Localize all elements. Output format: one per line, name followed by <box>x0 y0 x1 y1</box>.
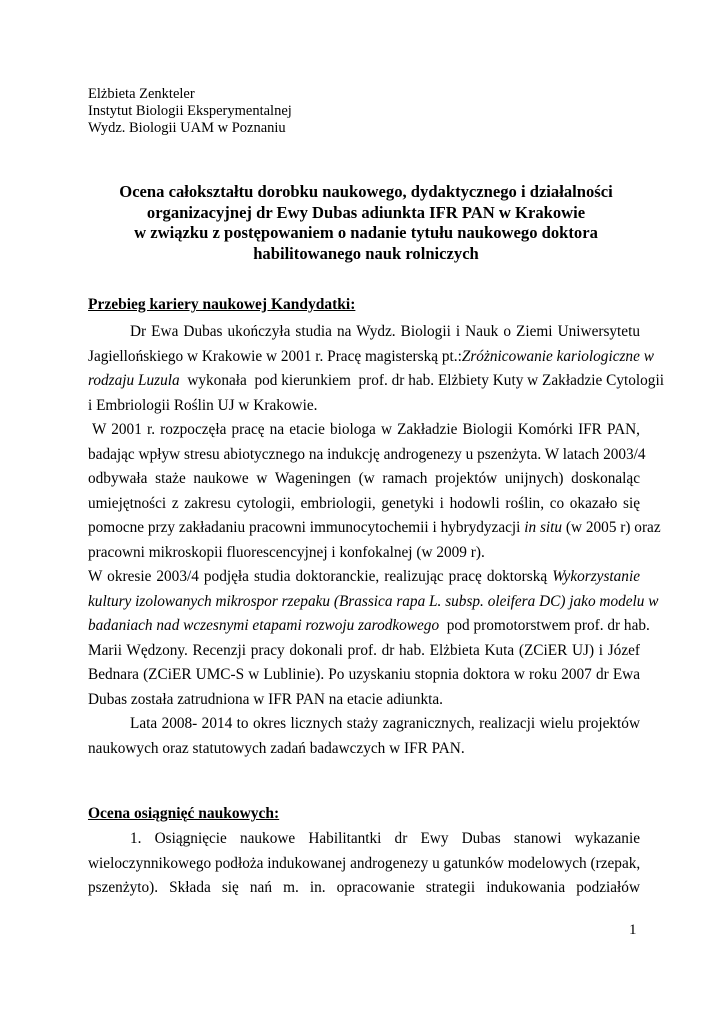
text-line: Dr Ewa Dubas ukończyła studia na Wydz. Biologii i Nauk o Ziemi Uniwersytetu <box>130 323 640 340</box>
text-line: pracowni mikroskopii fluorescencyjnej i konfokalnej (w 2009 r). <box>88 543 485 561</box>
title-line: w związku z postępowaniem o nadanie tytułu naukowego doktora <box>134 223 598 242</box>
text-span: pod promotorstwem prof. dr hab. <box>439 617 650 634</box>
title-line: Ocena całokształtu dorobku naukowego, dydaktycznego i działalności <box>119 182 613 201</box>
text-line <box>88 516 661 541</box>
text-line: umiejętności z zakresu cytologii, embriologii, genetyki i hodowli roślin, co okazało się <box>88 494 640 512</box>
in-situ-italic: in situ <box>524 519 563 536</box>
dissertation-title-italic: Wykorzystanie <box>552 568 640 585</box>
text-line <box>88 345 654 370</box>
text-line <box>88 369 664 394</box>
title-line: organizacyjnej dr Ewy Dubas adiunkta IFR PAN w Krakowie <box>146 202 586 222</box>
text-line: 1. Osiągnięcie naukowe Habilitantki dr Ewy Dubas stanowi wykazanie <box>130 830 640 847</box>
text-span: W okresie 2003/4 podjęła studia doktoranckie, realizując pracę doktorską <box>88 568 553 585</box>
text-line: wieloczynnikowego podłoża indukowanej androgenezy u gatunków modelowych (rzepak, <box>88 854 641 872</box>
text-line <box>88 590 659 615</box>
text-line: Marii Wędzony. Recenzji pracy dokonali prof. dr hab. Elżbieta Kuta (ZCiER UJ) i Józef <box>88 641 640 659</box>
text-line <box>88 565 640 590</box>
section-achievements-body <box>88 827 640 901</box>
author-department: Wydz. Biologii UAM w Poznaniu <box>88 120 286 136</box>
text-line: Bednara (ZCiER UMC-S w Lublinie). Po uzyskaniu stopnia doktora w roku 2007 dr Ewa <box>88 666 640 683</box>
text-line: pszenżyto). Składa się nań m. in. opracowanie strategii indukowania podziałów <box>88 879 640 896</box>
document-title <box>88 182 644 264</box>
text-span: Jagiellońskiego w Krakowie w 2001 r. Pracę magisterską pt.: <box>88 347 462 365</box>
thesis-title-italic: Zróżnicowanie kariologiczne w <box>461 347 654 365</box>
text-line: naukowych oraz statutowych zadań badawczych w IFR PAN. <box>88 739 465 757</box>
page-number: 1 <box>629 922 637 938</box>
dissertation-title-italic: badaniach nad wczesnymi etapami rozwoju zarodkowego <box>88 617 440 634</box>
text-span: (w 2005 r) oraz <box>562 519 661 536</box>
section-career-body <box>88 320 664 761</box>
author-name: Elżbieta Zenkteler <box>88 86 195 102</box>
text-line: W 2001 r. rozpoczęła pracę na etacie biologa w Zakładzie Biologii Komórki IFR PAN, <box>92 421 640 438</box>
author-block <box>88 86 292 137</box>
text-line: badając wpływ stresu abiotycznego na indukcję androgenezy u pszenżyta. W latach 2003/4 <box>88 445 646 463</box>
text-line: Lata 2008- 2014 to okres licznych staży zagranicznych, realizacji wielu projektów <box>130 715 640 732</box>
section-heading-career: Przebieg kariery naukowej Kandydatki: <box>88 296 356 313</box>
text-line <box>88 614 650 639</box>
text-line: i Embriologii Roślin UJ w Krakowie. <box>88 396 318 414</box>
title-line: habilitowanego nauk rolniczych <box>253 243 479 263</box>
text-span: pomocne przy zakładaniu pracowni immunocytochemii i hybrydyzacji <box>88 519 525 536</box>
author-institute: Instytut Biologii Eksperymentalnej <box>88 103 292 119</box>
text-line: odbywała staże naukowe w Wageningen (w ramach projektów unijnych) doskonaląc <box>88 470 640 487</box>
dissertation-title-italic: kultury izolowanych mikrospor rzepaku (Brassica rapa L. subsp. oleifera DC) jako modelu w <box>88 592 659 610</box>
section-heading-achievements: Ocena osiągnięć naukowych: <box>88 805 280 822</box>
thesis-title-italic: rodzaju Luzula <box>88 372 180 389</box>
text-span: wykonała pod kierunkiem prof. dr hab. Elżbiety Kuty w Zakładzie Cytologii <box>179 372 664 389</box>
text-line: Dubas została zatrudniona w IFR PAN na etacie adiunkta. <box>88 690 443 708</box>
